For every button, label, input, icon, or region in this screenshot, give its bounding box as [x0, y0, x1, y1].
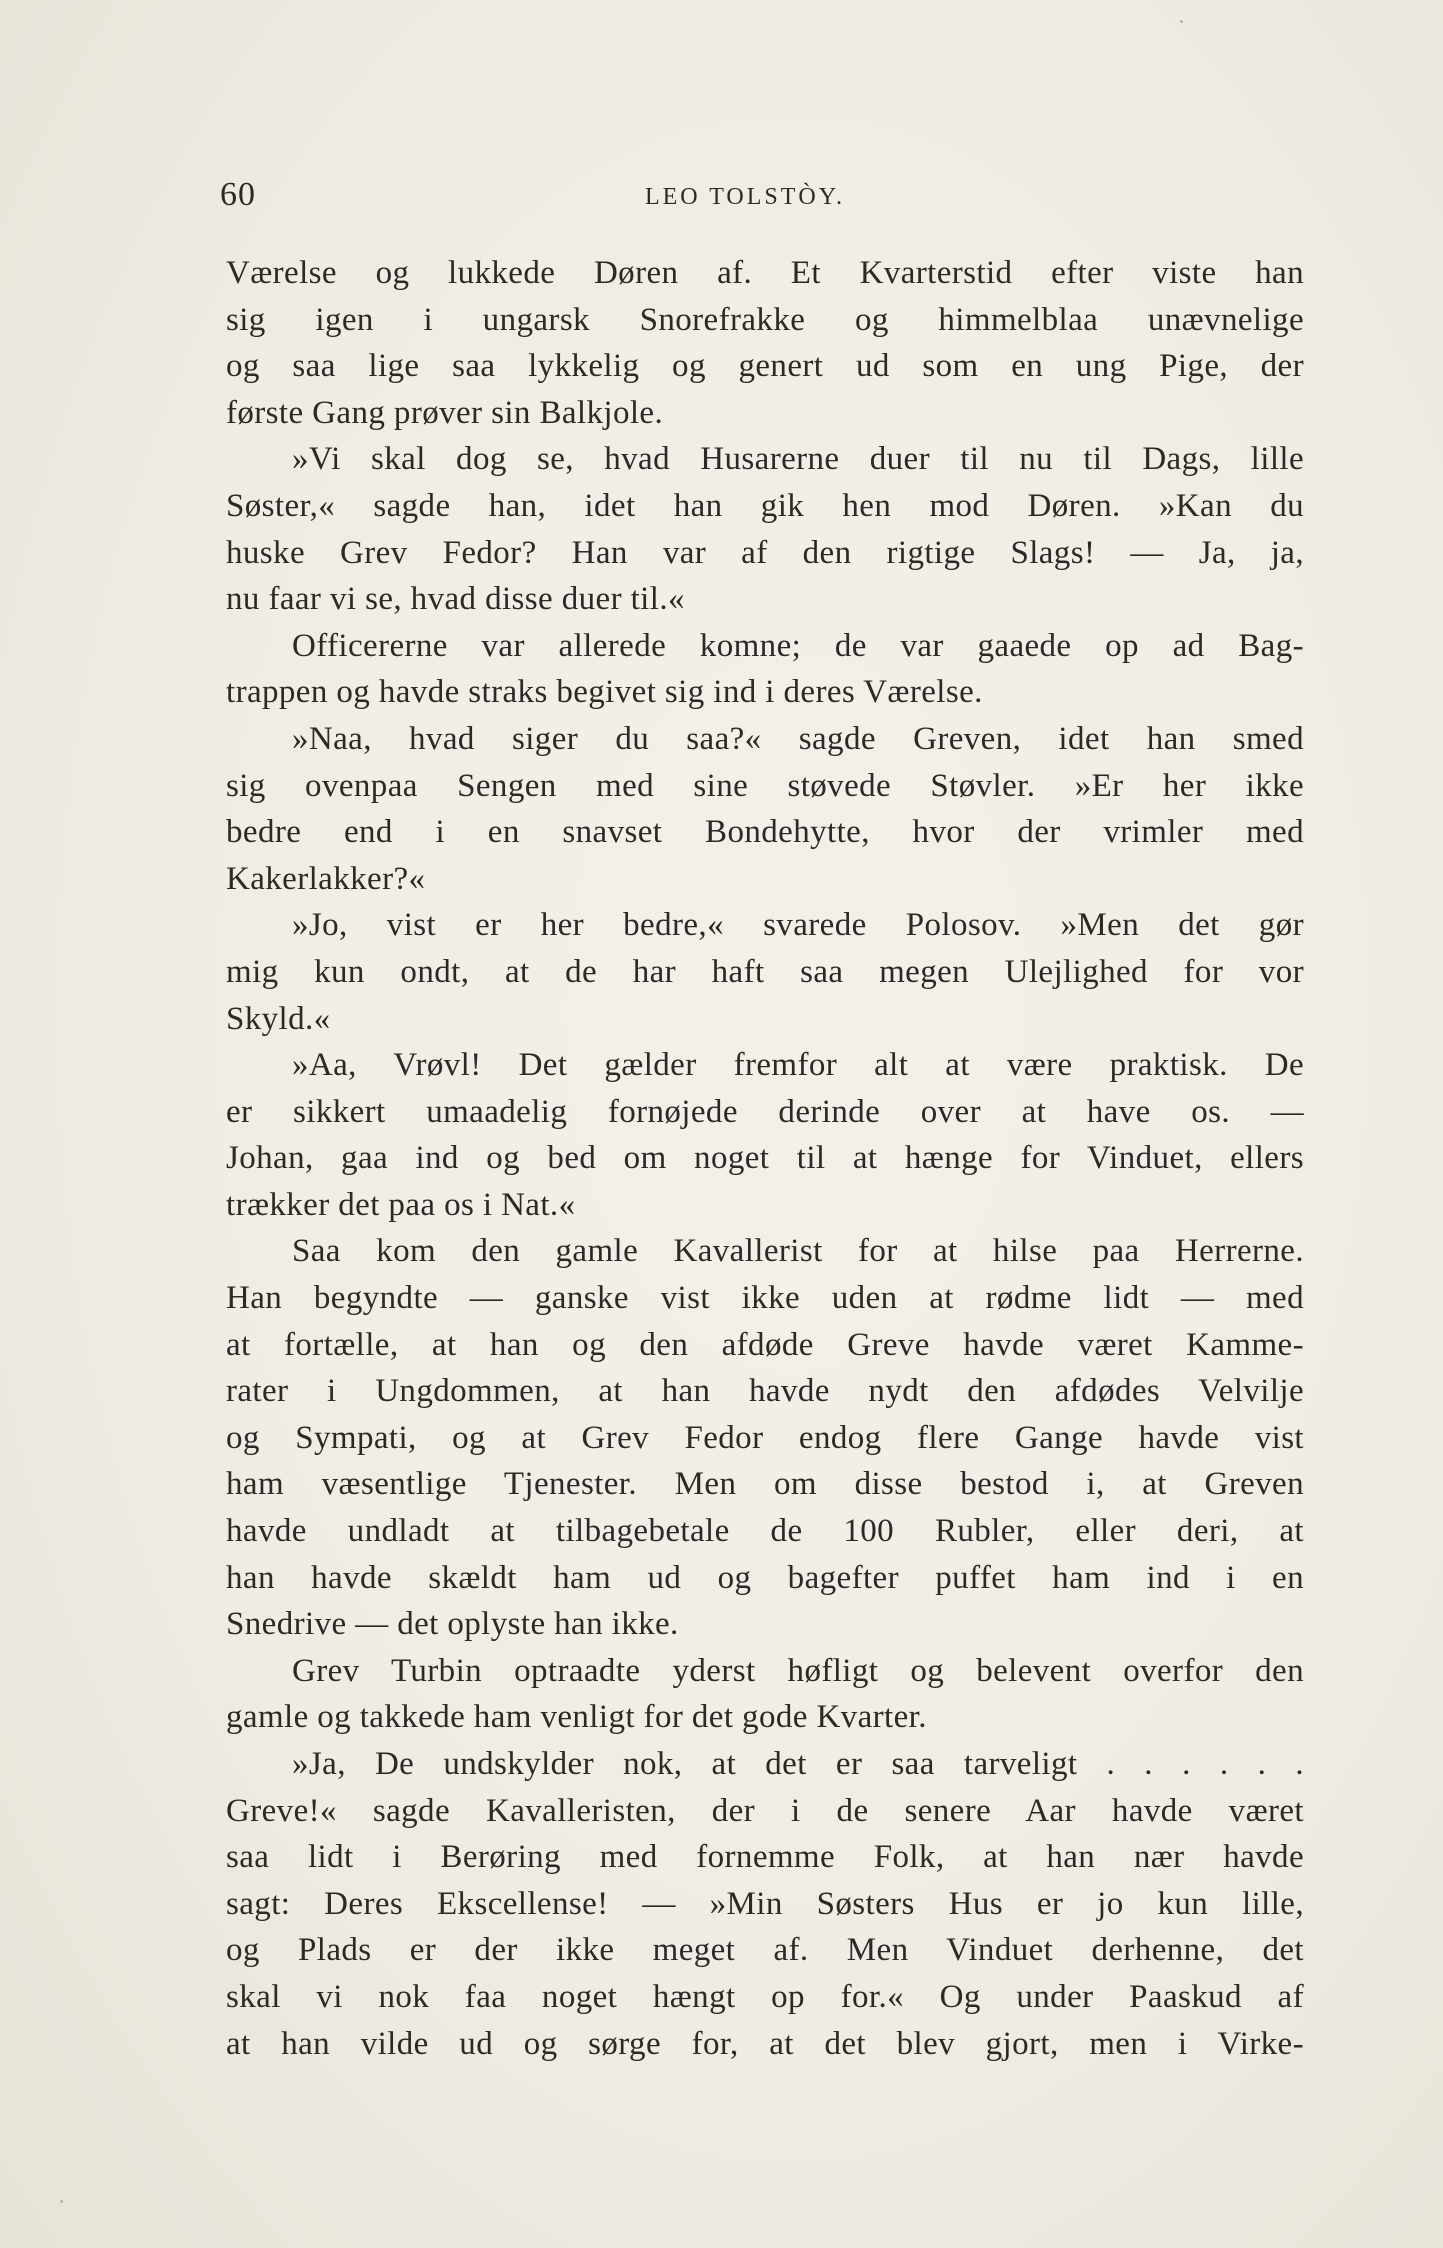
text-line: Værelse og lukkede Døren af. Et Kvarterstid efter viste han	[226, 255, 1304, 291]
text-line: Officererne var allerede komne; de var gaaede op ad Bag-	[292, 627, 1304, 664]
text-line: Snedrive — det oplyste han ikke.	[226, 1606, 679, 1643]
text-line: skal vi nok faa noget hængt op for.« Og under Paaskud af	[226, 1978, 1304, 2015]
text-line: Grev Turbin optraadte yderst høfligt og belevent overfor den	[292, 1652, 1304, 1689]
text-line: nu faar vi se, hvad disse duer til.«	[226, 581, 685, 618]
text-line: Saa kom den gamle Kavallerist for at hilse paa Herrerne.	[292, 1233, 1304, 1270]
text-line: »Naa, hvad siger du saa?« sagde Greven, idet han smed	[292, 720, 1304, 757]
text-line: Kakerlakker?«	[226, 860, 426, 897]
text-line: »Aa, Vrøvl! Det gælder fremfor alt at være praktisk. De	[292, 1047, 1304, 1084]
text-line: »Jo, vist er her bedre,« svarede Polosov. »Men det gør	[292, 907, 1304, 944]
text-line: ham væsentlige Tjenester. Men om disse bestod i, at Greven	[226, 1466, 1304, 1503]
running-title: LEO TOLSTÒY.	[644, 184, 845, 210]
text-line: saa lidt i Berøring med fornemme Folk, at han nær havde	[226, 1839, 1304, 1876]
paper-speck	[60, 2200, 63, 2203]
text-line: »Ja, De undskylder nok, at det er saa tarveligt . . . . . .	[292, 1746, 1304, 1782]
text-line: bedre end i en snavset Bondehytte, hvor der vrimler med	[226, 814, 1304, 851]
text-line: at han vilde ud og sørge for, at det blev gjort, men i Virke-	[226, 2025, 1304, 2062]
text-line: Han begyndte — ganske vist ikke uden at rødme lidt — med	[226, 1280, 1304, 1317]
text-line: trækker det paa os i Nat.«	[226, 1186, 576, 1223]
text-line: sig ovenpaa Sengen med sine støvede Støvler. »Er her ikke	[226, 767, 1304, 804]
page-header	[220, 176, 1220, 226]
text-line: han havde skældt ham ud og bagefter puffet ham ind i en	[226, 1559, 1304, 1596]
text-line: er sikkert umaadelig fornøjede derinde over at have os. —	[226, 1093, 1304, 1130]
text-line: Søster,« sagde han, idet han gik hen mod Døren. »Kan du	[226, 487, 1304, 524]
text-line: havde undladt at tilbagebetale de 100 Rubler, eller deri, at	[226, 1513, 1304, 1550]
text-line: Greve!« sagde Kavalleristen, der i de senere Aar havde været	[226, 1792, 1304, 1829]
text-line: »Vi skal dog se, hvad Husarerne duer til nu til Dags, lille	[292, 441, 1304, 478]
text-line: huske Grev Fedor? Han var af den rigtige Slags! — Ja, ja,	[226, 534, 1304, 571]
text-line: og Sympati, og at Grev Fedor endog flere Gange havde vist	[226, 1419, 1304, 1456]
text-line: rater i Ungdommen, at han havde nydt den afdødes Velvilje	[226, 1373, 1304, 1410]
text-line: trappen og havde straks begivet sig ind i deres Værelse.	[226, 674, 983, 711]
text-line: sagt: Deres Ekscellense! — »Min Søsters Hus er jo kun lille,	[226, 1885, 1304, 1922]
text-line: mig kun ondt, at de har haft saa megen Ulejlighed for vor	[226, 953, 1304, 990]
text-line: at fortælle, at han og den afdøde Greve havde været Kamme-	[226, 1326, 1304, 1363]
text-line: første Gang prøver sin Balkjole.	[226, 394, 664, 431]
paper-speck	[1180, 20, 1183, 23]
text-line: Skyld.«	[226, 1000, 331, 1037]
text-line: Johan, gaa ind og bed om noget til at hænge for Vinduet, ellers	[226, 1140, 1304, 1177]
text-line: og saa lige saa lykkelig og genert ud som en ung Pige, der	[226, 348, 1304, 385]
text-line: sig igen i ungarsk Snorefrakke og himmelblaa unævnelige	[226, 301, 1304, 338]
page-number: 60	[220, 176, 256, 213]
text-line: og Plads er der ikke meget af. Men Vinduet derhenne, det	[226, 1932, 1304, 1969]
text-line: gamle og takkede ham venligt for det gode Kvarter.	[226, 1699, 927, 1736]
body-text	[226, 250, 1304, 2067]
